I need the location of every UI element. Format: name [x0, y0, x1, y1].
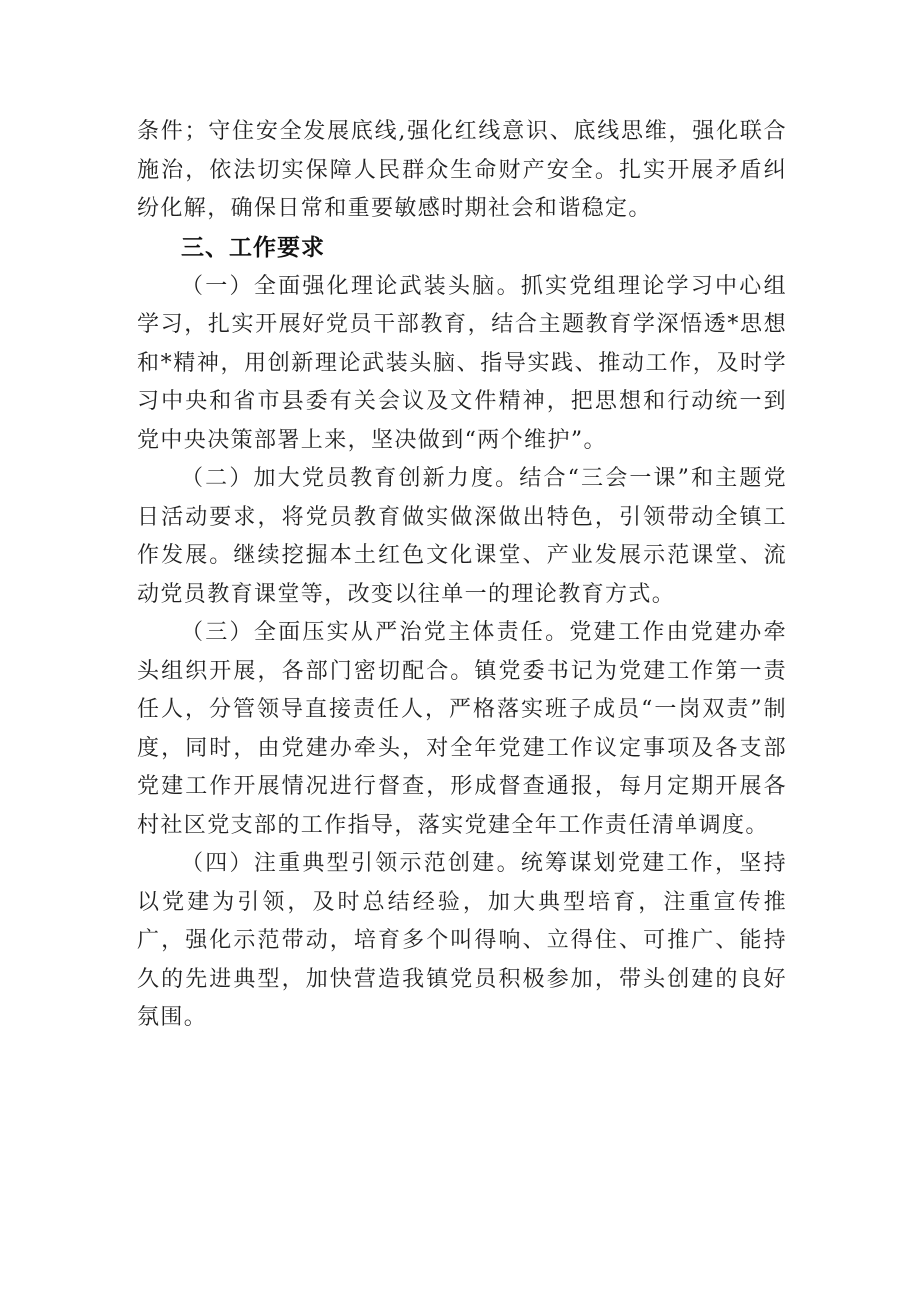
- paragraph-4: （四）注重典型引领示范创建。统筹谋划党建工作，坚持以党建为引领，及时总结经验，加大典型培育，注重宣传推广，强化示范带动，培育多个叫得响、立得住、可推广、能持久的先进典型，加快营造我镇党员积极参加，带头创建的良好氛围。: [137, 851, 787, 1030]
- document-body: [137, 113, 787, 1038]
- paragraph-1: （一）全面强化理论武装头脑。抓实党组理论学习中心组学习，扎实开展好党员干部教育，结合主题教育学深悟透*思想和*精神，用创新理论武装头脑、指导实践、推动工作，及时学习中央和省市县委有关会议及文件精神，把思想和行动统一到党中央决策部署上来，坚决做到“两个维护”。: [137, 273, 787, 453]
- section-heading: 三、工作要求: [181, 234, 325, 261]
- continuation-paragraph: 条件；守住安全发展底线,强化红线意识、底线思维，强化联合施治，依法切实保障人民群众生命财产安全。扎实开展矛盾纠纷化解，确保日常和重要敏感时期社会和谐稳定。: [137, 119, 787, 221]
- paragraph-2: （二）加大党员教育创新力度。结合“三会一课”和主题党日活动要求，将党员教育做实做深做出特色，引领带动全镇工作发展。继续挖掘本土红色文化课堂、产业发展示范课堂、流动党员教育课堂等，改变以往单一的理论教育方式。: [137, 466, 787, 607]
- paragraph-3: （三）全面压实从严治党主体责任。党建工作由党建办牵头组织开展，各部门密切配合。镇党委书记为党建工作第一责任人，分管领导直接责任人，严格落实班子成员“一岗双责”制度，同时，由党建办牵头，对全年党建工作议定事项及各支部党建工作开展情况进行督查，形成督查通报，每月定期开展各村社区党支部的工作指导，落实党建全年工作责任清单调度。: [137, 620, 787, 838]
